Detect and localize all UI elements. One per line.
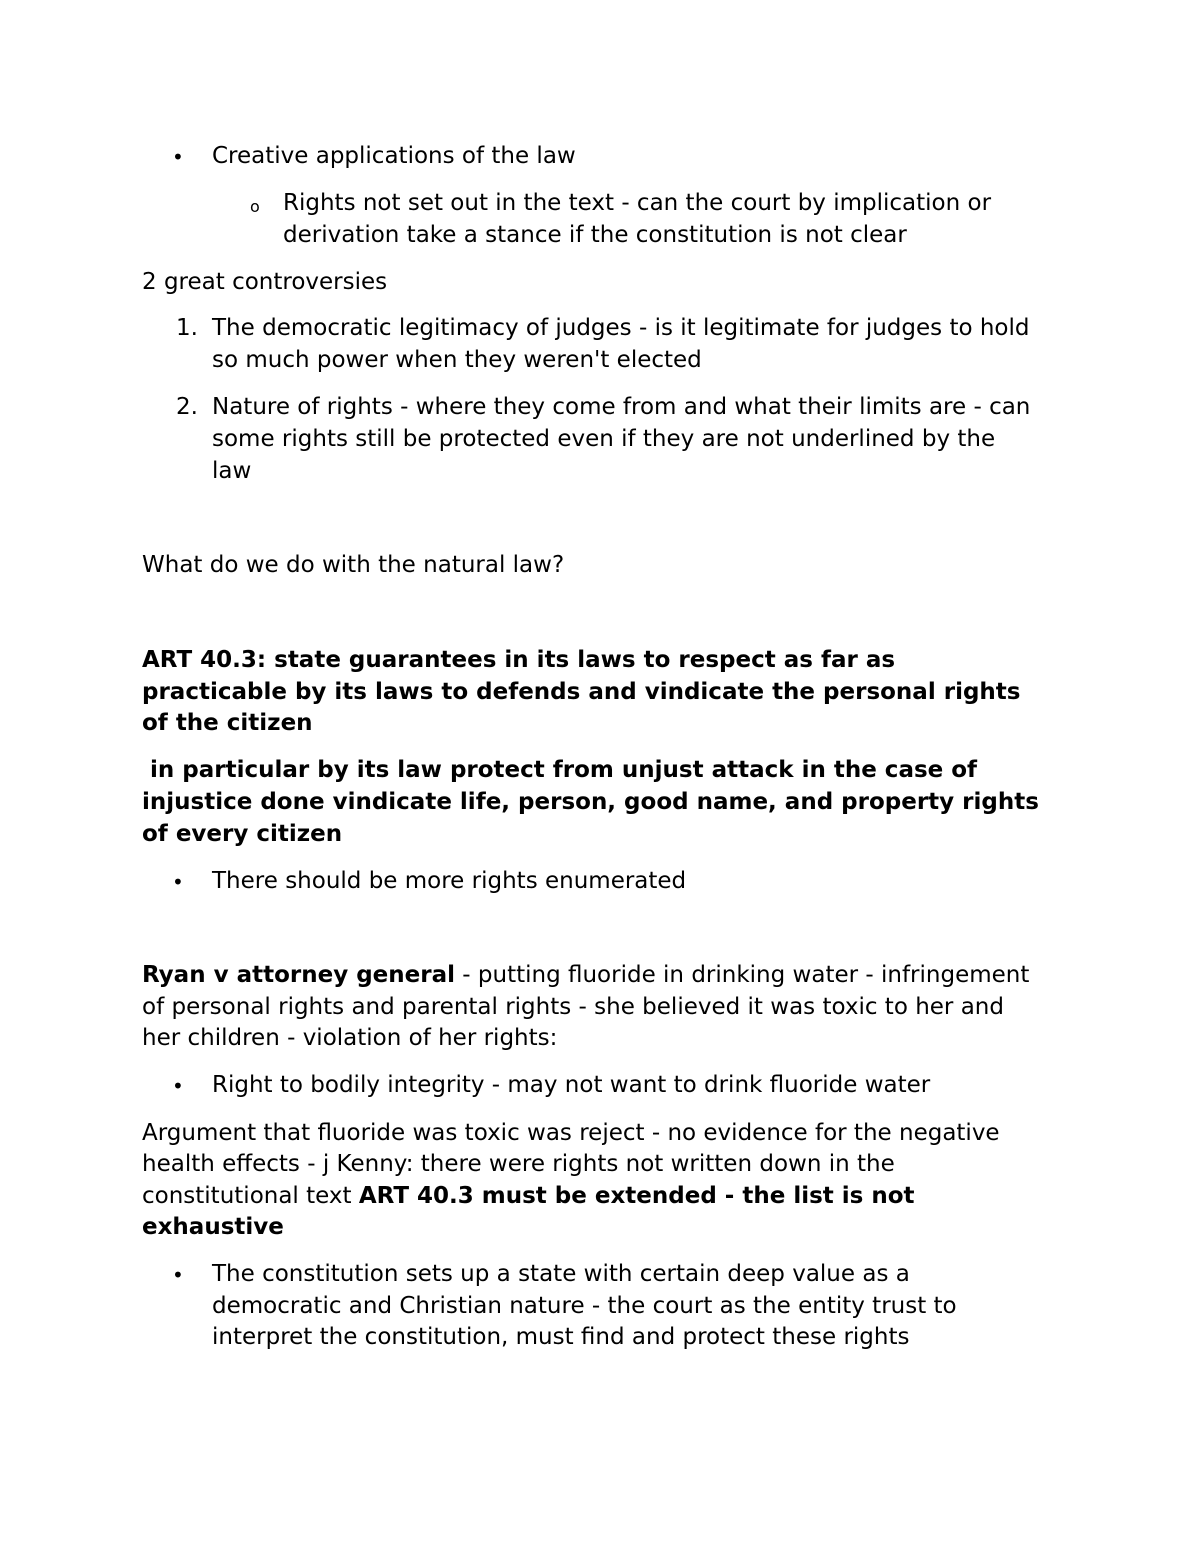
controversy-2-line3: law — [212, 458, 252, 484]
argument-line3-bold: ART 40.3 must be extended - the list is not — [358, 1183, 915, 1209]
art-para2-line2: injustice done vindicate life, person, good name, and property rights — [142, 789, 1039, 815]
list-number-1: 1. — [176, 315, 198, 341]
bullet-constitution-line2: democratic and Christian nature - the court as the entity trust to — [212, 1293, 957, 1319]
argument-line1: Argument that fluoride was toxic was reject - no evidence for the negative — [142, 1120, 1000, 1146]
bullet-marker: • — [172, 1263, 184, 1287]
natural-law-question: What do we do with the natural law? — [142, 552, 565, 578]
sub-bullet-marker: o — [250, 197, 260, 216]
bullet-constitution-line1: The constitution sets up a state with certain deep value as a — [212, 1261, 910, 1287]
art-para1-line1: ART 40.3: state guarantees in its laws to respect as far as — [142, 647, 896, 673]
bullet-constitution-line3: interpret the constitution, must find and protect these rights — [212, 1324, 910, 1350]
controversy-2-line2: some rights still be protected even if they are not underlined by the — [212, 426, 996, 452]
controversies-heading: 2 great controversies — [142, 269, 388, 295]
controversy-1-line1: The democratic legitimacy of judges - is it legitimate for judges to hold — [212, 315, 1030, 341]
art-para1-line3: of the citizen — [142, 710, 313, 736]
art-para1-line2: practicable by its laws to defends and vindicate the personal rights — [142, 679, 1021, 705]
bullet-bodily-integrity: Right to bodily integrity - may not want to drink fluoride water — [212, 1072, 931, 1098]
art-para2-line3: of every citizen — [142, 821, 343, 847]
sub-bullet-rights-line2: derivation take a stance if the constitution is not clear — [283, 222, 907, 248]
ryan-case-name: Ryan v attorney general — [142, 962, 455, 988]
argument-line4: exhaustive — [142, 1214, 284, 1240]
argument-line3 — [142, 1180, 915, 1212]
bullet-marker: • — [172, 145, 184, 169]
controversy-2-line1: Nature of rights - where they come from and what their limits are - can — [212, 394, 1031, 420]
argument-line3-plain: constitutional text — [142, 1183, 359, 1209]
bullet-marker: • — [172, 870, 184, 894]
ryan-case-line3: her children - violation of her rights: — [142, 1025, 558, 1051]
sub-bullet-rights-line1: Rights not set out in the text - can the court by implication or — [283, 190, 992, 216]
ryan-case-line1 — [142, 959, 1029, 991]
bullet-marker: • — [172, 1074, 184, 1098]
bullet-creative-applications: Creative applications of the law — [212, 143, 576, 169]
list-number-2: 2. — [176, 394, 198, 420]
ryan-case-line1-rest: - putting fluoride in drinking water - infringement — [454, 962, 1030, 988]
ryan-case-line2: of personal rights and parental rights - she believed it was toxic to her and — [142, 994, 1004, 1020]
art-para2-line1: in particular by its law protect from unjust attack in the case of — [142, 757, 978, 783]
controversy-1-line2: so much power when they weren't elected — [212, 347, 702, 373]
bullet-more-rights: There should be more rights enumerated — [212, 868, 687, 894]
argument-line2: health effects - j Kenny: there were rights not written down in the — [142, 1151, 895, 1177]
